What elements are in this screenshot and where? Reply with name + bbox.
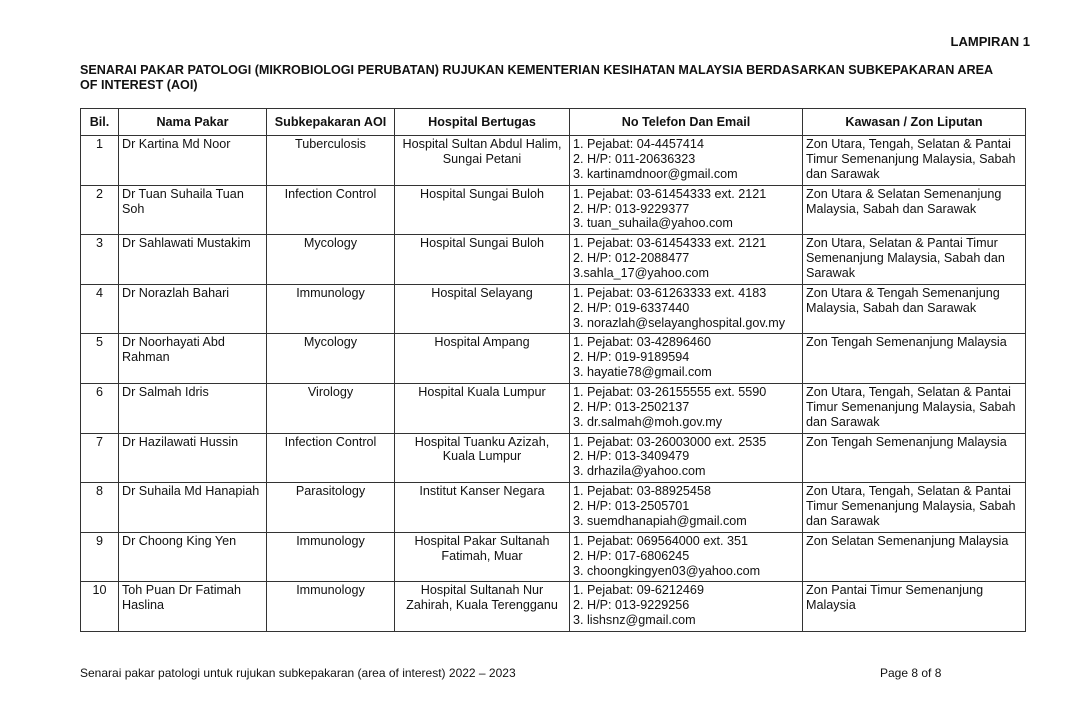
cell-hospital: Hospital Tuanku Azizah, Kuala Lumpur	[395, 433, 570, 483]
contact-line: 3. tuan_suhaila@yahoo.com	[573, 216, 733, 231]
table-header-row	[81, 109, 1026, 136]
cell-aoi: Mycology	[267, 334, 395, 384]
cell-bil: 4	[81, 284, 119, 334]
cell-contact	[570, 582, 803, 632]
cell-bil: 7	[81, 433, 119, 483]
cell-zon: Zon Selatan Semenanjung Malaysia	[803, 532, 1026, 582]
cell-zon: Zon Utara, Selatan & Pantai Timur Semenanjung Malaysia, Sabah dan Sarawak	[803, 235, 1026, 285]
cell-zon: Zon Tengah Semenanjung Malaysia	[803, 433, 1026, 483]
contact-line: 1. Pejabat: 03-61263333 ext. 4183	[573, 285, 767, 300]
cell-hospital: Hospital Ampang	[395, 334, 570, 384]
contact-line: 2. H/P: 013-9229256	[573, 598, 690, 613]
cell-aoi: Infection Control	[267, 185, 395, 235]
cell-nama: Toh Puan Dr Fatimah Haslina	[119, 582, 267, 632]
cell-aoi: Parasitology	[267, 483, 395, 533]
cell-hospital: Hospital Kuala Lumpur	[395, 383, 570, 433]
cell-hospital: Hospital Selayang	[395, 284, 570, 334]
cell-hospital: Hospital Sultan Abdul Halim, Sungai Petani	[395, 136, 570, 186]
table-row	[81, 532, 1026, 582]
cell-nama: Dr Noorhayati Abd Rahman	[119, 334, 267, 384]
contact-line: 3. drhazila@yahoo.com	[573, 464, 706, 479]
cell-aoi: Immunology	[267, 284, 395, 334]
cell-contact	[570, 532, 803, 582]
cell-zon: Zon Utara & Selatan Semenanjung Malaysia, Sabah dan Sarawak	[803, 185, 1026, 235]
contact-line: 2. H/P: 019-6337440	[573, 300, 690, 315]
cell-aoi: Tuberculosis	[267, 136, 395, 186]
cell-contact	[570, 483, 803, 533]
table-row	[81, 284, 1026, 334]
contact-line: 1. Pejabat: 04-4457414	[573, 137, 704, 151]
cell-nama: Dr Kartina Md Noor	[119, 136, 267, 186]
contact-line: 2. H/P: 013-2505701	[573, 499, 690, 514]
cell-zon: Zon Utara, Tengah, Selatan & Pantai Timur Semenanjung Malaysia, Sabah dan Sarawak	[803, 136, 1026, 186]
header-bil: Bil.	[81, 109, 119, 136]
cell-aoi: Immunology	[267, 532, 395, 582]
cell-contact	[570, 433, 803, 483]
cell-contact	[570, 284, 803, 334]
table-row	[81, 582, 1026, 632]
cell-nama: Dr Choong King Yen	[119, 532, 267, 582]
cell-hospital: Hospital Sultanah Nur Zahirah, Kuala Terengganu	[395, 582, 570, 632]
cell-zon: Zon Utara, Tengah, Selatan & Pantai Timur Semenanjung Malaysia, Sabah dan Sarawak	[803, 383, 1026, 433]
cell-zon: Zon Utara & Tengah Semenanjung Malaysia, Sabah dan Sarawak	[803, 284, 1026, 334]
table-row	[81, 383, 1026, 433]
document-title: SENARAI PAKAR PATOLOGI (MIKROBIOLOGI PERUBATAN) RUJUKAN KEMENTERIAN KESIHATAN MALAYSIA BERDASARKAN SUBKEPAKARAN AREA OF INTEREST (AOI)	[80, 63, 993, 92]
cell-bil: 10	[81, 582, 119, 632]
contact-line: 3.sahla_17@yahoo.com	[573, 266, 710, 280]
contact-line: 3. suemdhanapiah@gmail.com	[573, 513, 747, 528]
cell-contact	[570, 383, 803, 433]
header-zon: Kawasan / Zon Liputan	[803, 109, 1026, 136]
contact-line: 2. H/P: 012-2088477	[573, 251, 690, 266]
cell-contact	[570, 235, 803, 285]
contact-line: 1. Pejabat: 03-61454333 ext. 2121	[573, 186, 767, 201]
contact-line: 3. hayatie78@gmail.com	[573, 365, 712, 380]
contact-line: 1. Pejabat: 03-61454333 ext. 2121	[573, 236, 767, 251]
specialist-table	[80, 108, 1026, 632]
cell-nama: Dr Hazilawati Hussin	[119, 433, 267, 483]
table-row	[81, 185, 1026, 235]
cell-bil: 3	[81, 235, 119, 285]
header-contact: No Telefon Dan Email	[570, 109, 803, 136]
header-hospital: Hospital Bertugas	[395, 109, 570, 136]
table-row	[81, 334, 1026, 384]
cell-contact	[570, 185, 803, 235]
cell-nama: Dr Norazlah Bahari	[119, 284, 267, 334]
table-row	[81, 136, 1026, 186]
cell-bil: 6	[81, 383, 119, 433]
cell-hospital: Hospital Sungai Buloh	[395, 185, 570, 235]
table-row	[81, 235, 1026, 285]
cell-bil: 1	[81, 136, 119, 186]
cell-nama: Dr Sahlawati Mustakim	[119, 235, 267, 285]
cell-aoi: Virology	[267, 383, 395, 433]
header-nama-pakar: Nama Pakar	[119, 109, 267, 136]
cell-hospital: Hospital Sungai Buloh	[395, 235, 570, 285]
contact-line: 2. H/P: 013-3409479	[573, 449, 690, 464]
cell-zon: Zon Utara, Tengah, Selatan & Pantai Timur Semenanjung Malaysia, Sabah dan Sarawak	[803, 483, 1026, 533]
table-row	[81, 433, 1026, 483]
contact-line: 3. lishsnz@gmail.com	[573, 613, 696, 628]
cell-hospital: Hospital Pakar Sultanah Fatimah, Muar	[395, 532, 570, 582]
contact-line: 1. Pejabat: 03-42896460	[573, 335, 711, 350]
page-number: Page 8 of 8	[880, 666, 942, 680]
cell-nama: Dr Tuan Suhaila Tuan Soh	[119, 185, 267, 235]
cell-zon: Zon Pantai Timur Semenanjung Malaysia	[803, 582, 1026, 632]
contact-line: 3. choongkingyen03@yahoo.com	[573, 563, 761, 578]
cell-aoi: Infection Control	[267, 433, 395, 483]
cell-aoi: Immunology	[267, 582, 395, 632]
header-subkepakaran: Subkepakaran AOI	[267, 109, 395, 136]
contact-line: 2. H/P: 017-6806245	[573, 548, 690, 563]
contact-line: 1. Pejabat: 09-6212469	[573, 583, 704, 598]
cell-bil: 9	[81, 532, 119, 582]
cell-nama: Dr Suhaila Md Hanapiah	[119, 483, 267, 533]
cell-nama: Dr Salmah Idris	[119, 383, 267, 433]
cell-bil: 8	[81, 483, 119, 533]
contact-line: 2. H/P: 019-9189594	[573, 350, 690, 365]
contact-line: 1. Pejabat: 03-26003000 ext. 2535	[573, 434, 767, 449]
contact-line: 3. kartinamdnoor@gmail.com	[573, 166, 738, 181]
cell-contact	[570, 334, 803, 384]
cell-bil: 2	[81, 185, 119, 235]
cell-zon: Zon Tengah Semenanjung Malaysia	[803, 334, 1026, 384]
contact-line: 1. Pejabat: 03-26155555 ext. 5590	[573, 384, 767, 399]
table-row	[81, 483, 1026, 533]
contact-line: 3. dr.salmah@moh.gov.my	[573, 414, 723, 429]
cell-aoi: Mycology	[267, 235, 395, 285]
cell-bil: 5	[81, 334, 119, 384]
contact-line: 3. norazlah@selayanghospital.gov.my	[573, 315, 786, 330]
contact-line: 1. Pejabat: 069564000 ext. 351	[573, 533, 749, 548]
contact-line: 2. H/P: 011-20636323	[573, 151, 696, 166]
contact-line: 2. H/P: 013-9229377	[573, 201, 690, 216]
annex-label: LAMPIRAN 1	[950, 34, 1030, 49]
footer-text: Senarai pakar patologi untuk rujukan subkepakaran (area of interest) 2022 – 2023	[80, 666, 516, 680]
cell-hospital: Institut Kanser Negara	[395, 483, 570, 533]
cell-contact	[570, 136, 803, 186]
contact-line: 1. Pejabat: 03-88925458	[573, 484, 711, 499]
contact-line: 2. H/P: 013-2502137	[573, 399, 690, 414]
